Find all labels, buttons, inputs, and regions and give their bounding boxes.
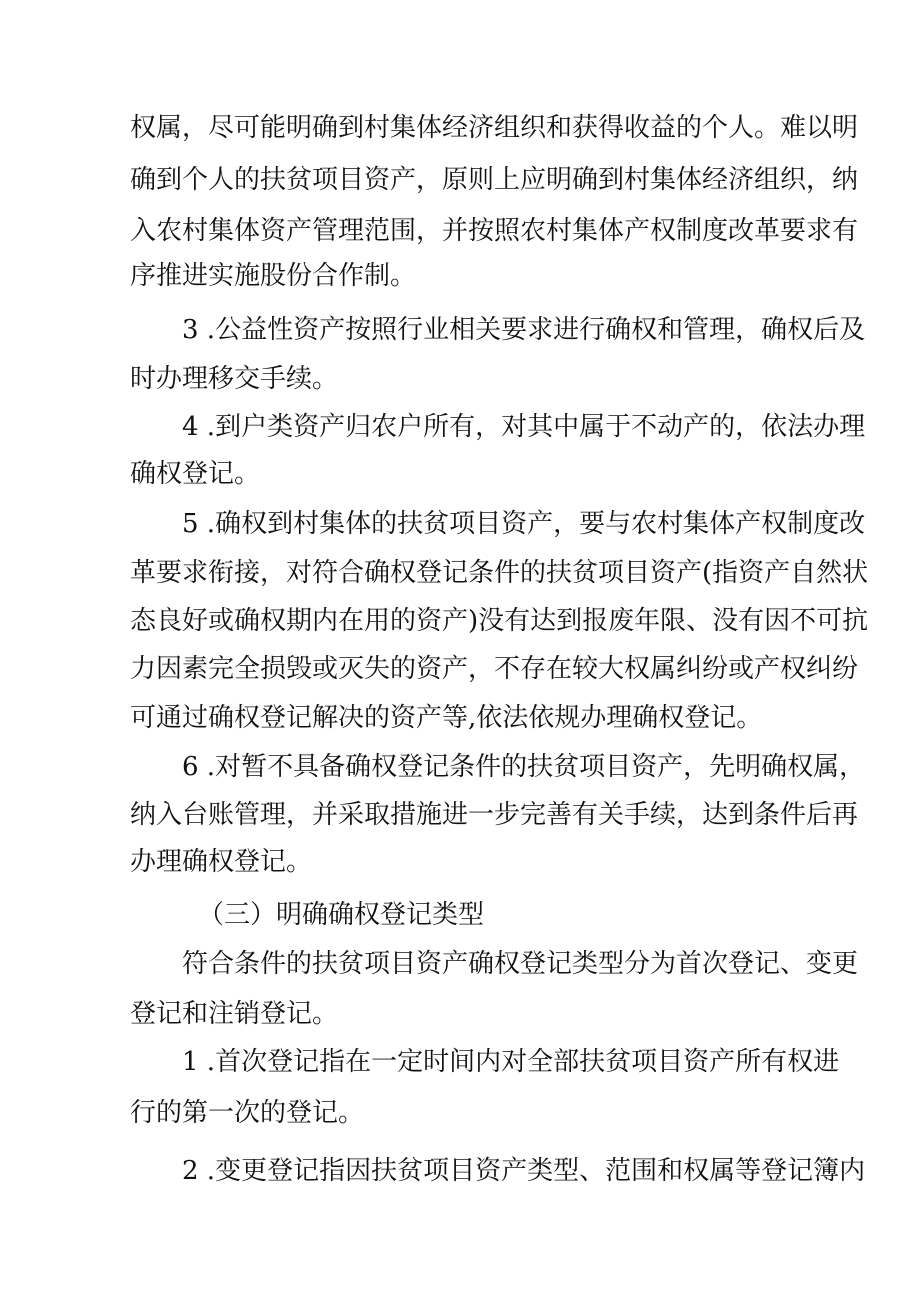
list-item-4-line: 4 .到户类资产归农户所有，对其中属于不动产的，依法办理 (182, 412, 866, 442)
text-line: 确到个人的扶贫项目资产，原则上应明确到村集体经济组织，纳 (130, 165, 859, 195)
text-line: 行的第一次的登记。 (130, 1098, 365, 1128)
text-line: 确权登记。 (130, 459, 261, 489)
text-line: 登记和注销登记。 (130, 999, 339, 1029)
list-item-3-line: 3 .公益性资产按照行业相关要求进行确权和管理，确权后及 (182, 315, 866, 345)
list-item-2-line: 2 .变更登记指因扶贫项目资产类型、范围和权属等登记簿内 (182, 1156, 866, 1186)
text-line: 纳入台账管理，并采取措施进一步完善有关手续，达到条件后再 (130, 800, 859, 830)
text-line: 办理确权登记。 (130, 847, 313, 877)
list-item-1-line: 1 .首次登记指在一定时间内对全部扶贫项目资产所有权进 (182, 1047, 840, 1077)
section-heading: （三）明确确权登记类型 (198, 900, 485, 930)
text-line: 力因素完全损毁或灭失的资产，不存在较大权属纠纷或产权纠纷 (130, 654, 859, 684)
list-item-5-line: 5 .确权到村集体的扶贫项目资产，要与农村集体产权制度改 (182, 509, 866, 539)
text-line: 革要求衔接，对符合确权登记条件的扶贫项目资产(指资产自然状 (130, 558, 869, 588)
text-line: 序推进实施股份合作制。 (130, 261, 417, 291)
text-line: 权属，尽可能明确到村集体经济组织和获得收益的个人。难以明 (130, 113, 859, 143)
list-item-6-line: 6 .对暂不具备确权登记条件的扶贫项目资产，先明确权属， (182, 752, 866, 782)
text-line: 入农村集体资产管理范围，并按照农村集体产权制度改革要求有 (130, 216, 859, 246)
text-line: 可通过确权登记解决的资产等,依法依规办理确权登记。 (130, 703, 763, 733)
paragraph-line: 符合条件的扶贫项目资产确权登记类型分为首次登记、变更 (182, 949, 859, 979)
text-line: 时办理移交手续。 (130, 364, 339, 394)
text-line: 态良好或确权期内在用的资产)没有达到报废年限、没有因不可抗 (130, 606, 869, 636)
